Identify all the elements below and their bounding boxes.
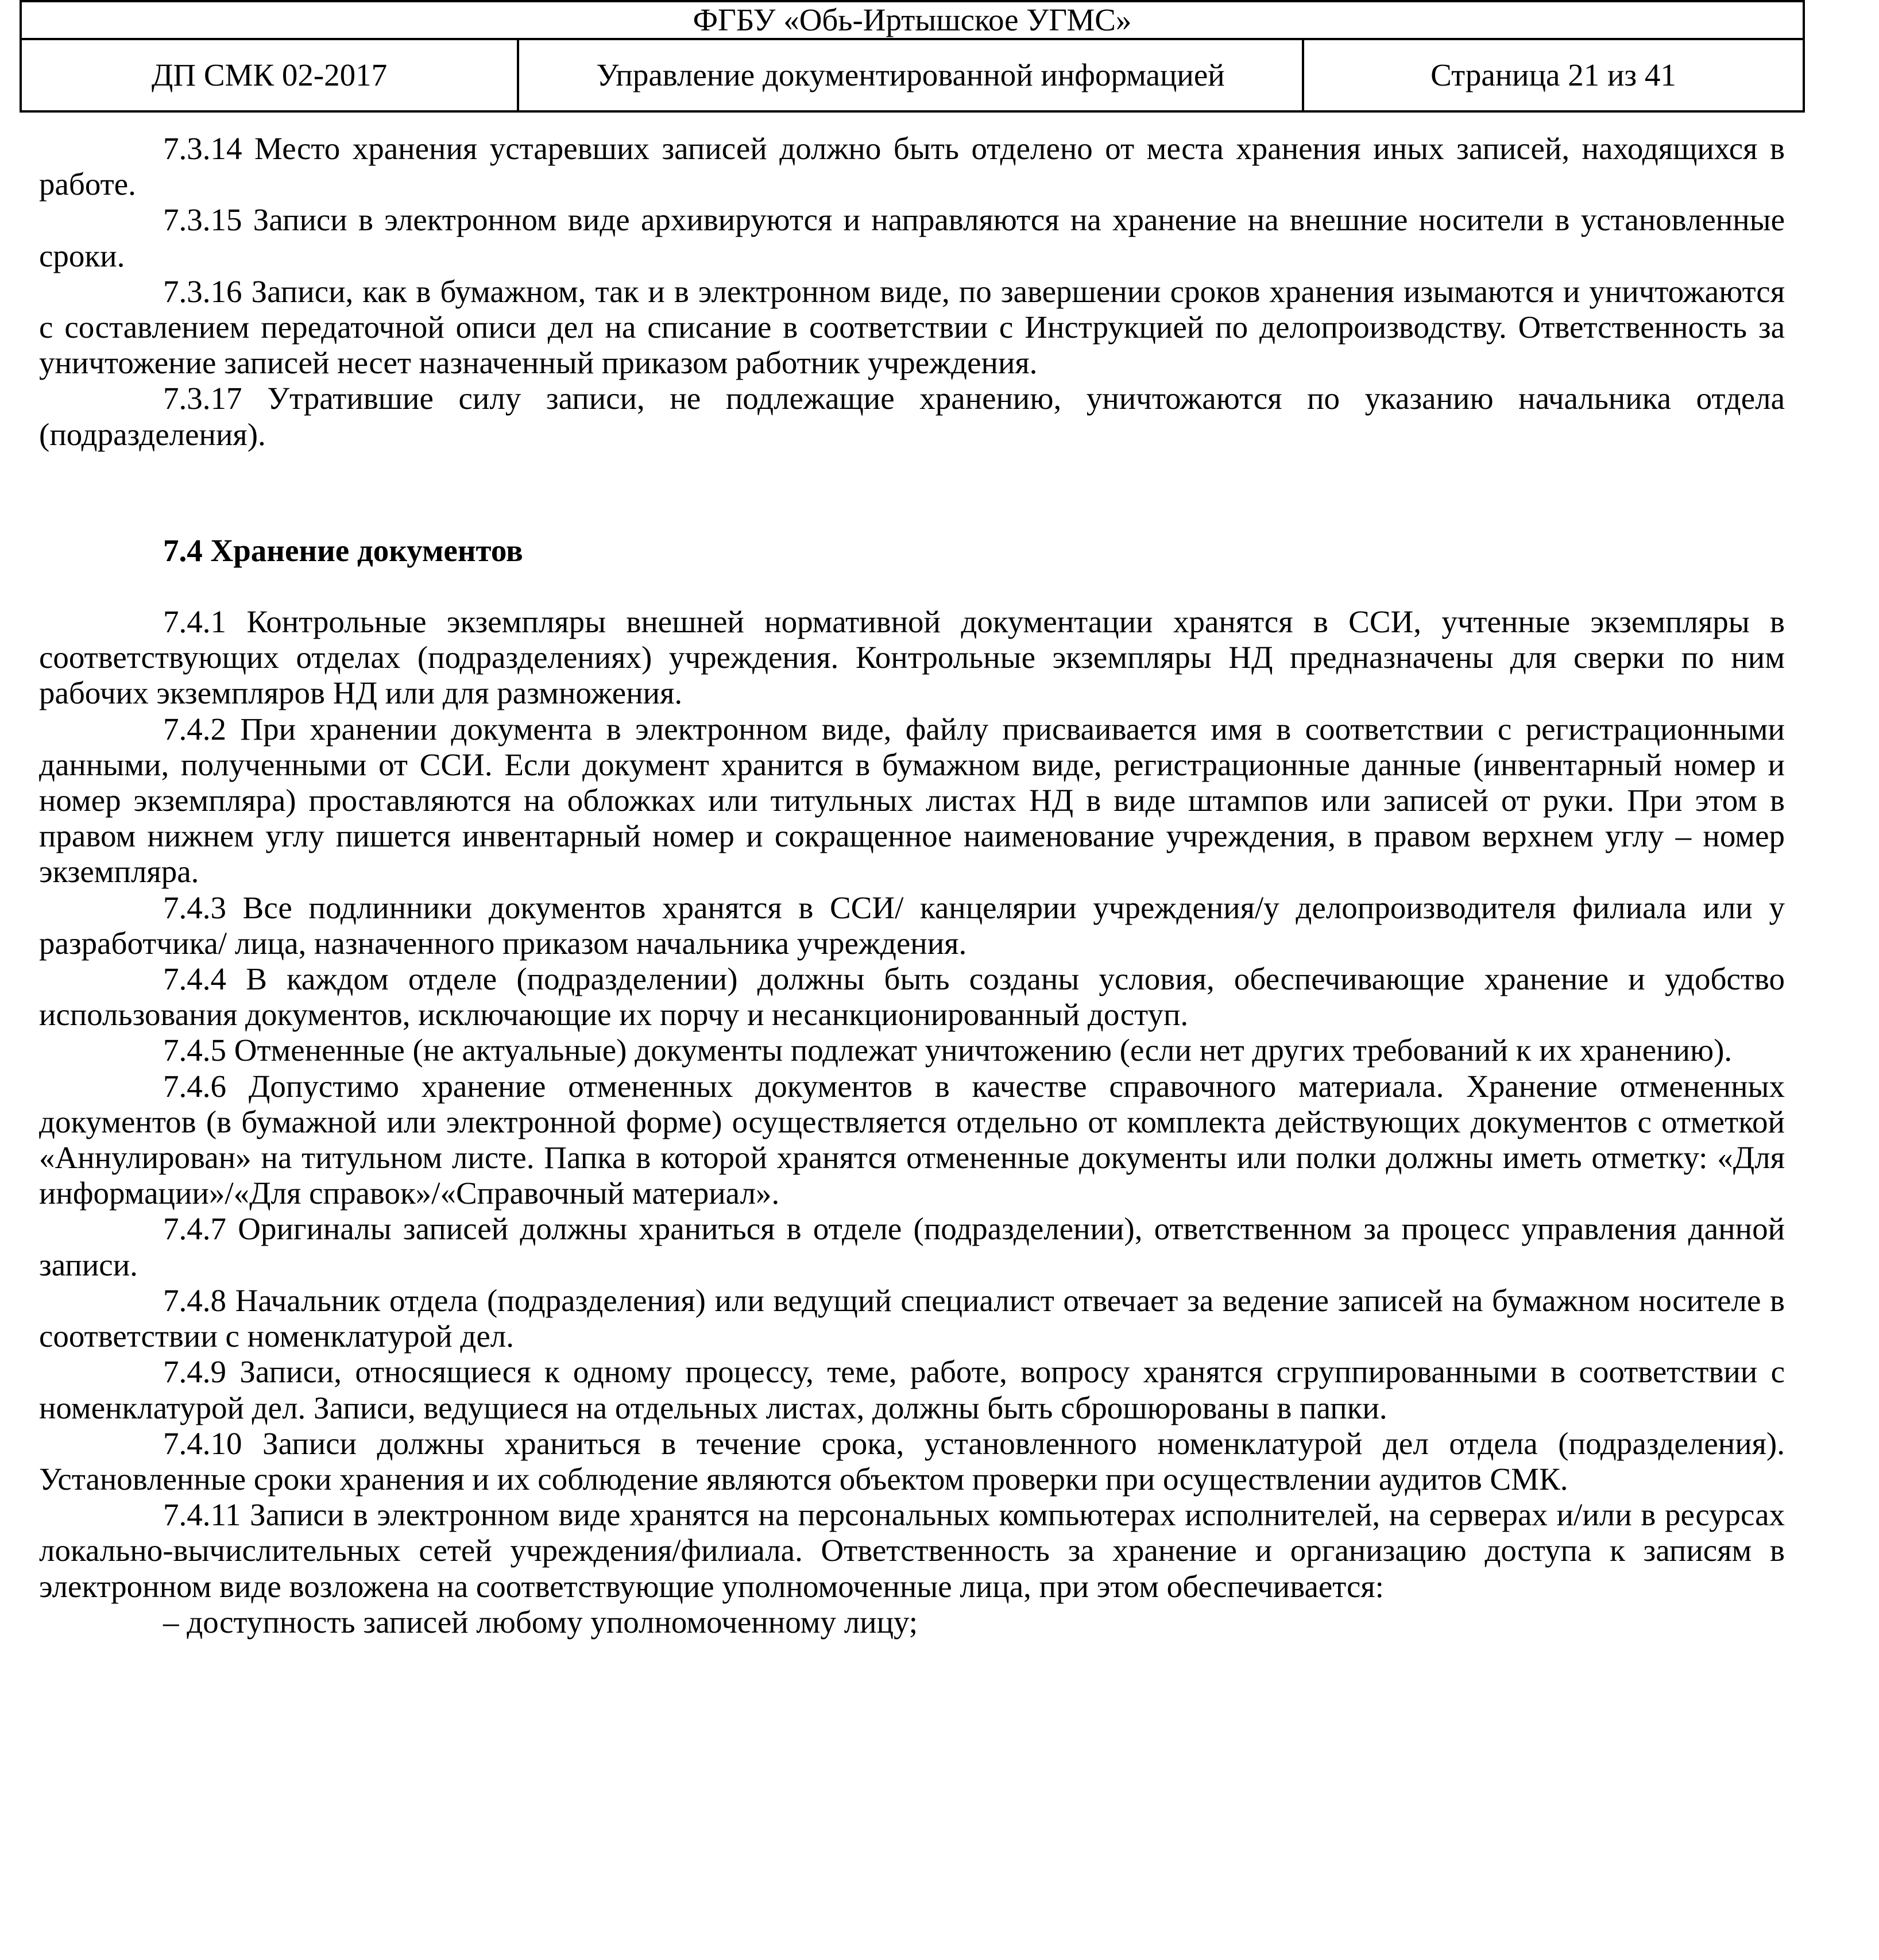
- paragraph-7-3-17: 7.3.17 Утратившие силу записи, не подлежащие хранению, уничтожаются по указанию начальника отдела (подразделения).: [39, 381, 1785, 452]
- paragraph-7-4-6: 7.4.6 Допустимо хранение отмененных документов в качестве справочного материала. Хранение отмененных документов (в бумажной или электронной форме) осуществляется отдельно от комплекта действующих документов с отметкой «Аннулирован» на титульном листе. Папка в которой хранятся отмененные документы или полки должны иметь отметку: «Для информации»/«Для справок»/«Справочный материал».: [39, 1068, 1785, 1211]
- header-organization: ФГБУ «Обь-Иртышское УГМС»: [21, 1, 1804, 39]
- paragraph-7-4-8: 7.4.8 Начальник отдела (подразделения) или ведущий специалист отвечает за ведение записей на бумажном носителе в соответствии с номенклатурой дел.: [39, 1282, 1785, 1354]
- paragraph-7-4-4: 7.4.4 В каждом отделе (подразделении) должны быть созданы условия, обеспечивающие хранение и удобство использования документов, исключающие их порчу и несанкционированный доступ.: [39, 961, 1785, 1033]
- paragraph-7-3-14: 7.3.14 Место хранения устаревших записей должно быть отделено от места хранения иных записей, находящихся в работе.: [39, 131, 1785, 202]
- header-document-title: Управление документированной информацией: [518, 39, 1303, 111]
- paragraph-7-4-10: 7.4.10 Записи должны храниться в течение срока, установленного номенклатурой дел отдела (подразделения). Установленные сроки хранения и их соблюдение являются объектом проверки при осуществлении аудитов СМК.: [39, 1425, 1785, 1497]
- paragraph-7-3-15: 7.3.15 Записи в электронном виде архивируются и направляются на хранение на внешние носители в установленные сроки.: [39, 202, 1785, 273]
- paragraph-7-4-11: 7.4.11 Записи в электронном виде хранятся на персональных компьютерах исполнителей, на серверах и/или в ресурсах локально-вычислительных сетей учреждения/филиала. Ответственность за хранение и организацию доступа к записям в электронном виде возложена на соответствующие уполномоченные лица, при этом обеспечивается:: [39, 1497, 1785, 1604]
- paragraph-7-4-1: 7.4.1 Контрольные экземпляры внешней нормативной документации хранятся в ССИ, учтенные экземпляры в соответствующих отделах (подразделениях) учреждения. Контрольные экземпляры НД предназначены для сверки по ним рабочих экземпляров НД или для размножения.: [39, 604, 1785, 711]
- paragraph-7-4-9: 7.4.9 Записи, относящиеся к одному процессу, теме, работе, вопросу хранятся сгруппированными в соответствии с номенклатурой дел. Записи, ведущиеся на отдельных листах, должны быть сброшюрованы в папки.: [39, 1354, 1785, 1425]
- paragraph-7-4-5: 7.4.5 Отмененные (не актуальные) документы подлежат уничтожению (если нет других требований к их хранению).: [163, 1033, 1733, 1068]
- document-body: [39, 131, 1785, 1640]
- document-header-table: [20, 0, 1805, 113]
- list-item-bullet: – доступность записей любому уполномоченному лицу;: [163, 1604, 918, 1640]
- paragraph-7-3-16: 7.3.16 Записи, как в бумажном, так и в электронном виде, по завершении сроков хранения изымаются и уничтожаются с составлением передаточной описи дел на списание в соответствии с Инструкцией по делопроизводству. Ответственность за уничтожение записей несет назначенный приказом работник учреждения.: [39, 273, 1785, 381]
- paragraph-7-4-7: 7.4.7 Оригиналы записей должны храниться в отделе (подразделении), ответственном за процесс управления данной записи.: [39, 1211, 1785, 1282]
- section-heading: 7.4 Хранение документов: [163, 532, 523, 568]
- header-page-number: Страница 21 из 41: [1303, 39, 1804, 111]
- paragraph-7-4-2: 7.4.2 При хранении документа в электронном виде, файлу присваивается имя в соответствии с регистрационными данными, полученными от ССИ. Если документ хранится в бумажном виде, регистрационные данные (инвентарный номер и номер экземпляра) проставляются на обложках или титульных листах НД в виде штампов или записей от руки. При этом в правом нижнем углу пишется инвентарный номер и сокращенное наименование учреждения, в правом верхнем углу – номер экземпляра.: [39, 711, 1785, 890]
- paragraph-7-4-3: 7.4.3 Все подлинники документов хранятся в ССИ/ канцелярии учреждения/у делопроизводителя филиала или у разработчика/ лица, назначенного приказом начальника учреждения.: [39, 890, 1785, 961]
- header-document-code: ДП СМК 02-2017: [21, 39, 518, 111]
